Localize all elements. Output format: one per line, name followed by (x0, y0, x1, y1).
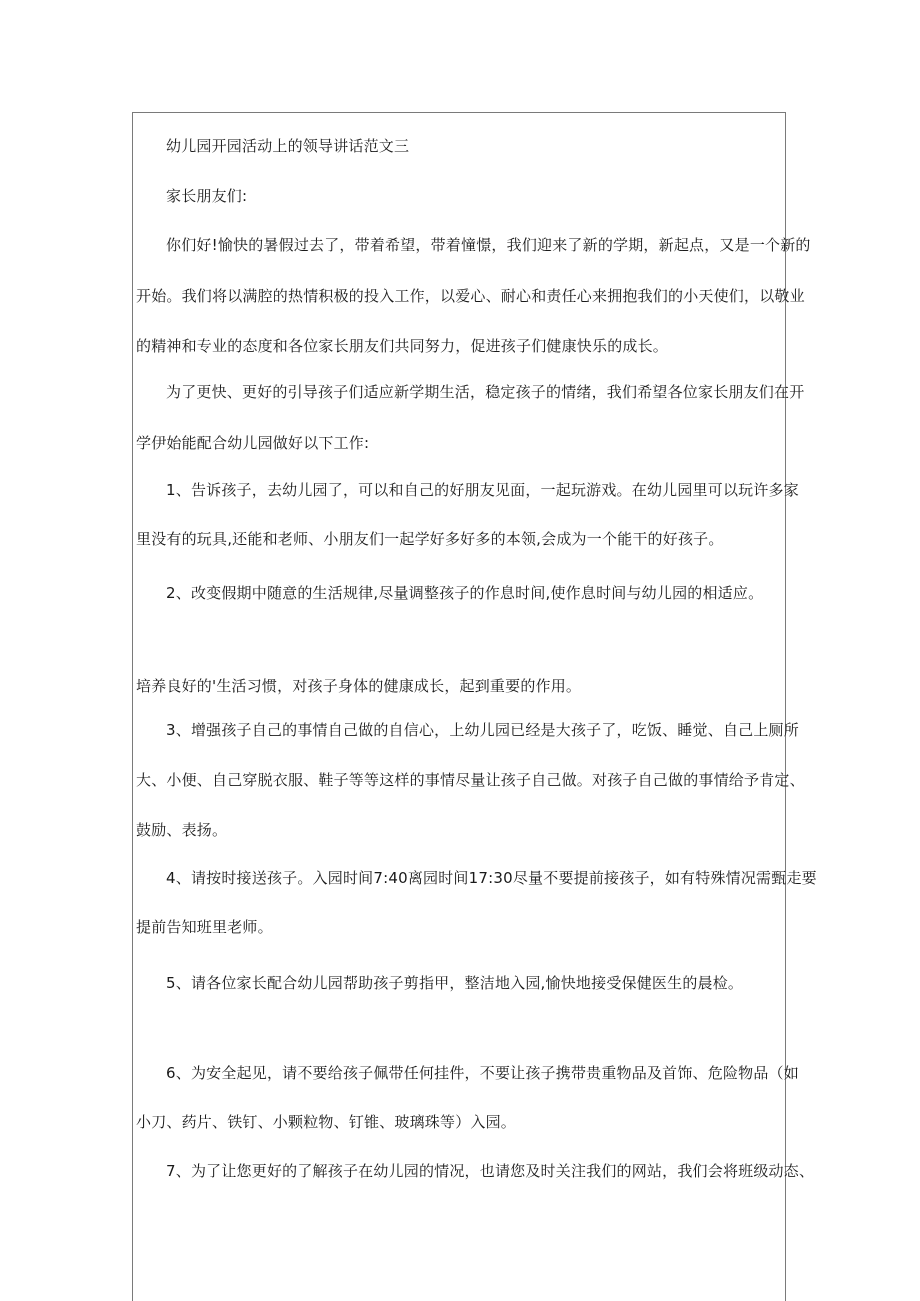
paragraph-line: 开始。我们将以满腔的热情积极的投入工作，以爱心、耐心和责任心来拥抱我们的小天使们，以敬业 (136, 287, 805, 305)
paragraph-line: 提前告知班里老师。 (136, 918, 273, 936)
paragraph-line: 的精神和专业的态度和各位家长朋友们共同努力，促进孩子们健康快乐的成长。 (136, 337, 669, 355)
paragraph-line: 7、为了让您更好的了解孩子在幼儿园的情况，也请您及时关注我们的网站，我们会将班级动态、 (166, 1162, 815, 1180)
paragraph-line: 为了更快、更好的引导孩子们适应新学期生活，稳定孩子的情绪，我们希望各位家长朋友们在开 (166, 383, 805, 401)
paragraph-line: 里没有的玩具,还能和老师、小朋友们一起学好多好多的本领,会成为一个能干的好孩子。 (136, 530, 724, 548)
paragraph-line: 小刀、药片、铁钉、小颗粒物、钉锥、玻璃珠等）入园。 (136, 1113, 517, 1131)
paragraph-line: 培养良好的'生活习惯，对孩子身体的健康成长，起到重要的作用。 (136, 677, 582, 695)
paragraph-line: 3、增强孩子自己的事情自己做的自信心，上幼儿园已经是大孩子了，吃饭、睡觉、自己上厕所 (166, 721, 799, 739)
paragraph-line: 学伊始能配合幼儿园做好以下工作: (136, 434, 370, 452)
paragraph-line: 1、告诉孩子，去幼儿园了，可以和自己的好朋友见面，一起玩游戏。在幼儿园里可以玩许多家 (166, 481, 799, 499)
greeting: 家长朋友们: (166, 187, 248, 205)
paragraph-line: 你们好!愉快的暑假过去了，带着希望，带着憧憬，我们迎来了新的学期，新起点，又是一个新的 (166, 236, 811, 254)
paragraph-line: 6、为安全起见，请不要给孩子佩带任何挂件，不要让孩子携带贵重物品及首饰、危险物品（如 (166, 1064, 799, 1082)
paragraph-line: 大、小便、自己穿脱衣服、鞋子等等这样的事情尽量让孩子自己做。对孩子自己做的事情给予肯定、 (136, 771, 805, 789)
paragraph-line: 4、请按时接送孩子。入园时间7:40离园时间17:30尽量不要提前接孩子，如有特殊情况需甄走要 (166, 869, 817, 887)
paragraph-line: 2、改变假期中随意的生活规律,尽量调整孩子的作息时间,使作息时间与幼儿园的相适应。 (166, 584, 764, 602)
document-title: 幼儿园开园活动上的领导讲话范文三 (166, 137, 410, 155)
paragraph-line: 5、请各位家长配合幼儿园帮助孩子剪指甲，整洁地入园,愉快地接受保健医生的晨检。 (166, 974, 744, 992)
paragraph-line: 鼓励、表扬。 (136, 821, 228, 839)
